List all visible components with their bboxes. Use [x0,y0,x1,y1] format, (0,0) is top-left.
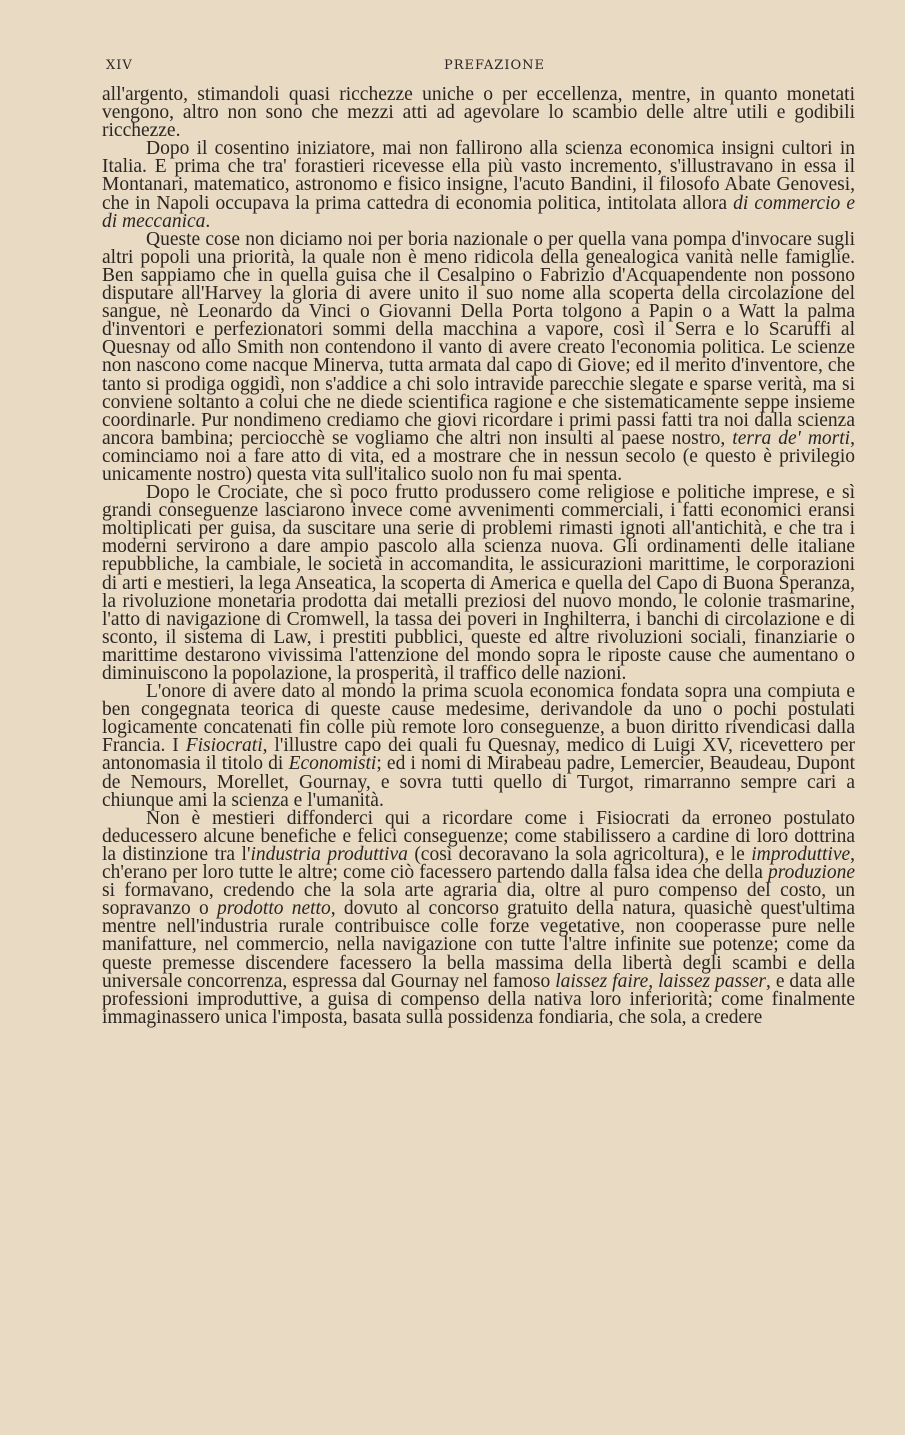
paragraph-text: si formavano, credendo che la sola arte agraria dia, oltre al puro compenso del costo, un sopravanzo o [102,880,855,920]
paragraph-text: ; ed i nomi di Mirabeau padre, Lemercier, Beaudeau, Dupont de Nemours, Morellet, Gournay, e sovra tutti quello di Turgot, rimarranno sempre cari a chiunque ami la scienza e l'umanità. [102,753,855,811]
paragraph-text: , l'illustre capo dei quali fu Quesnay, medico di Luigi XV, ricevettero per antonomasia il titolo di [102,735,855,775]
paragraph-5 [102,683,855,810]
italic-phrase: produzione [767,862,855,884]
paragraph-text: (così decoravano la sola agricoltura), e le [407,843,752,865]
running-title: PREFAZIONE [444,58,545,73]
italic-phrase: industria produttiva [250,843,408,865]
paragraph-text: Dopo le Crociate, che sì poco frutto produssero come religiose e politiche imprese, e sì grandi conseguenze lasciarono invece come avvenimenti commerciali, i fatti economici eransi moltiplicati per guisa, da suscitare una serie di problemi rimasti ignoti all'antichità, e che tra i moderni servirono a dare ampio pascolo alla scienza nuova. Gli ordinamenti delle italiane repubbliche, la cambiale, le società in accomandita, le assicurazioni marittime, le corporazioni di arti e mestieri, la lega Anseatica, la scoperta di America e quella del Capo di Buona Speranza, la rivoluzione monetaria prodotta dai metalli preziosi del nuovo mondo, le colonie trasmarine, l'atto di navigazione di Cromwell, la tassa dei poveri in Inghilterra, i banchi di circolazione e di sconto, il sistema di Law, i prestiti pubblici, queste ed altre rivoluzioni sociali, finanziarie o marittime destarono vivissima l'attenzione del mondo sopra le riposte cause che aumentano o diminuiscono la popolazione, la prosperità, il traffico delle nazioni. [102,482,855,684]
italic-phrase: Fisiocrati [185,735,263,757]
paragraph-text: , e data alle professioni improduttive, a guisa di compenso della nativa loro inferiorità; come finalmente immaginassero unica l'imposta, basata sulla possidenza fondiaria, che sola, a credere [102,970,855,1028]
paragraph-2 [102,140,855,230]
paragraph-text: Queste cose non diciamo noi per boria nazionale o per quella vana pompa d'invocare sugli altri popoli una priorità, la quale non è meno ridicola della genealogica vanità nelle famiglie. Ben sappiamo che in quella guisa che il Cesalpino o Fabrizio d'Acquapendente non possono disputare all'Harvey la gloria di avere unito il suo nome alla scoperta della circolazione del sangue, nè Leonardo da Vinci o Giovanni Della Porta tolgono a Papin o a Watt la palma d'inventori e perfezionatori sommi della macchina a vapore, così il Serra e lo Scaruffi al Quesnay od allo Smith non contendono il vanto di avere creato l'economia politica. Le scienze non nascono come nacque Minerva, tutta armata dal capo di Giove; ed il merito d'inventore, che tanto si prodiga oggidì, non s'addice a chi solo intravide parecchie slegate e sparse verità, ma si conviene soltanto a colui che ne diede scientifica ragione e che sistematicamente seppe insieme coordinarle. Pur nondimeno crediamo che giovi ricordare i primi passi fatti tra noi dalla scienza ancora bambina; perciocchè se vogliamo che altri non insulti al paese nostro, [102,228,855,449]
italic-phrase: laissez faire, laissez passer [555,970,766,992]
paragraph-text: . [205,210,211,232]
paragraph-3 [102,228,855,485]
italic-phrase: prodotto netto [217,898,331,920]
paragraph-text: , ch'erano per loro tutte le altre; come ciò facessero partendo dalla falsa idea che della [102,843,856,884]
page-number: XIV [106,58,133,73]
page-header [102,58,847,80]
paragraph-text: , cominciamo noi a fare atto di vita, ed a mostrare che in nessun secolo (e questo è privilegio unicamente nostro) questa vita sull'italico suolo non fu mai spenta. [102,427,855,485]
paragraph-text: Dopo il cosentino iniziatore, mai non fallirono alla scienza economica insigni cultori in Italia. E prima che tra' forastieri ricevesse ella più vasto incremento, s'illustravano in essa il Montanari, matematico, astronomo e fisico insigne, l'acuto Bandini, il filosofo Abate Genovesi, che in Napoli occupava la prima cattedra di economia politica, intitolata allora [102,138,855,214]
italic-phrase: Economisti [288,753,377,775]
body-text [102,86,855,1027]
paragraph-1 [102,86,855,140]
paragraph-text: all'argento, stimandoli quasi ricchezze uniche o per eccellenza, mentre, in quanto monetati vengono, altro non sono che mezzi atti ad agevolare lo scambio delle altre utili e godibili ricchezze. [102,84,855,142]
paragraph-text: , dovuto al concorso gratuito della natura, quasichè quest'ultima mentre nell'industria rurale contribuisce colle forze vegetative, non cooperasse pure nelle manifatture, nel commercio, nella navigazione con tutte l'altre infinite sue potenze; come da queste premesse discendere facessero la bella massima della libertà degli scambi e della universale concorrenza, espressa dal Gournay nel famoso [102,898,855,992]
paragraph-4 [102,484,855,683]
paragraph-text: L'onore di avere dato al mondo la prima scuola economica fondata sopra una compiuta e ben congegnata teorica di queste cause medesime, derivandole da uno o pochi postulati logicamente concatenati fin colle più remote loro conseguenze, a buon diritto rivendicasi dalla Francia. I [102,681,855,757]
paragraph-text: Non è mestieri diffonderci qui a ricordare come i Fisiocrati da erroneo postulato deducessero alcune benefiche e felici conseguenze; come stabilissero a cardine di loro dottrina la distinzione tra l' [102,807,855,865]
italic-phrase: di commercio e di meccanica [102,192,855,232]
italic-phrase: improduttive [751,843,851,865]
italic-phrase: terra de' morti [732,427,851,449]
paragraph-6 [102,807,856,1028]
